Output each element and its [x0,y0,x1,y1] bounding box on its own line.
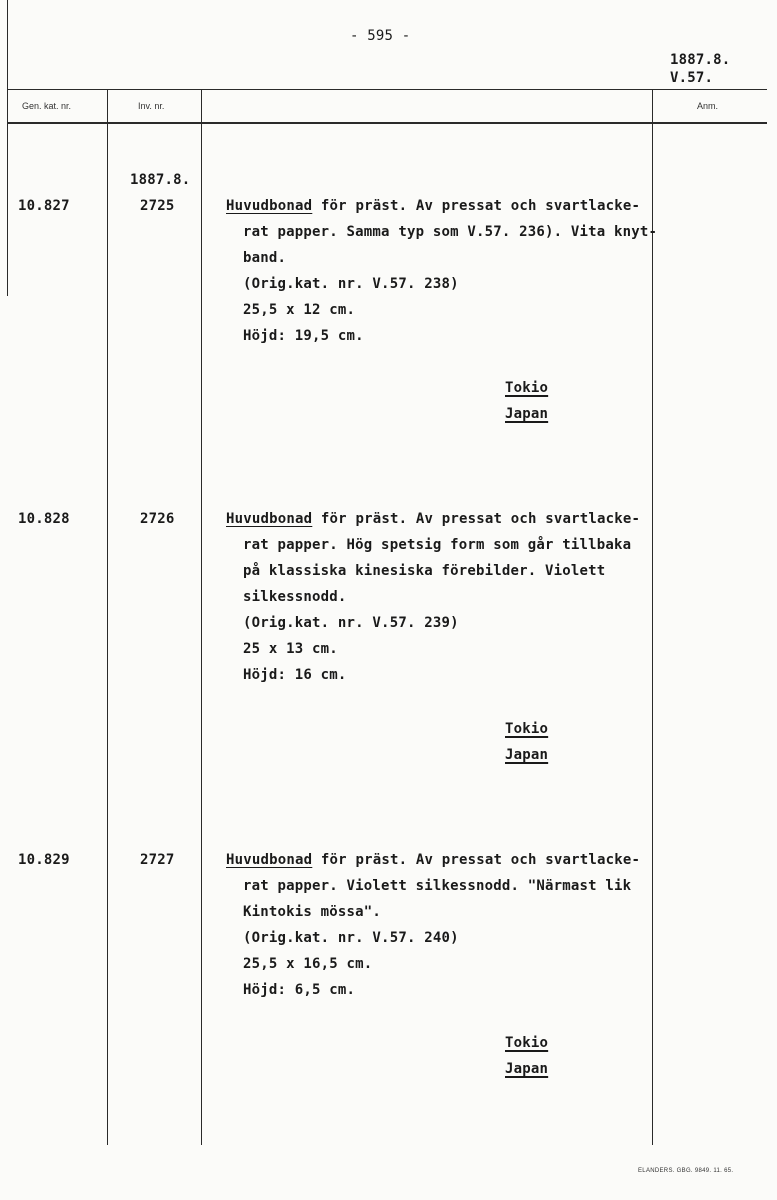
description-line: Höjd: 19,5 cm. [243,328,364,344]
place-city: Tokio [505,1035,549,1051]
column-rule-anm [652,90,653,1145]
description-line: Höjd: 6,5 cm. [243,982,356,998]
description-line: Kintokis mössa". [243,904,382,920]
entry-title: Huvudbonad [226,198,313,214]
place-country: Japan [505,1061,549,1077]
description-line: (Orig.kat. nr. V.57. 239) [243,615,459,631]
place-city: Tokio [505,721,549,737]
description-line: rat papper. Violett silkessnodd. "Närmast lik [243,878,632,894]
description-line: silkessnodd. [243,589,347,605]
place-city: Tokio [505,380,549,396]
gen-kat-number: 10.829 [18,852,70,868]
printer-imprint: ELANDERS. GBG. 9849. 11. 65. [638,1168,734,1174]
description-line: Huvudbonad för präst. Av pressat och svartlacke- [226,511,641,527]
column-rule-inv [107,90,108,1145]
place-country: Japan [505,406,549,422]
group-label: 1887.8. [130,172,191,188]
description-line: band. [243,250,287,266]
entry-title: Huvudbonad [226,852,313,868]
description-line: (Orig.kat. nr. V.57. 238) [243,276,459,292]
page-number: - 595 - [350,28,411,44]
column-header-inv: Inv. nr. [138,101,165,111]
place-country: Japan [505,747,549,763]
description-line: 25,5 x 16,5 cm. [243,956,373,972]
column-rule-desc [201,90,202,1145]
reference-year: 1887.8. [670,52,731,68]
description-line: Huvudbonad för präst. Av pressat och svartlacke- [226,198,641,214]
description-line: 25 x 13 cm. [243,641,338,657]
reference-code: V.57. [670,70,714,86]
header-top-rule [7,89,767,90]
entry-title: Huvudbonad [226,511,313,527]
inv-number: 2727 [140,852,175,868]
gen-kat-number: 10.828 [18,511,70,527]
column-header-anm: Anm. [697,101,719,111]
description-line: rat papper. Hög spetsig form som går tillbaka [243,537,632,553]
description-line: Huvudbonad för präst. Av pressat och svartlacke- [226,852,641,868]
header-bottom-rule [7,122,767,124]
inv-number: 2725 [140,198,175,214]
column-header-gen-kat: Gen. kat. nr. [22,101,72,111]
description-line: rat papper. Samma typ som V.57. 236). Vita knyt- [243,224,658,240]
gen-kat-number: 10.827 [18,198,70,214]
description-line: på klassiska kinesiska förebilder. Violett [243,563,606,579]
inv-number: 2726 [140,511,175,527]
description-line: (Orig.kat. nr. V.57. 240) [243,930,459,946]
description-line: 25,5 x 12 cm. [243,302,356,318]
left-margin-rule [7,0,8,296]
description-line: Höjd: 16 cm. [243,667,347,683]
